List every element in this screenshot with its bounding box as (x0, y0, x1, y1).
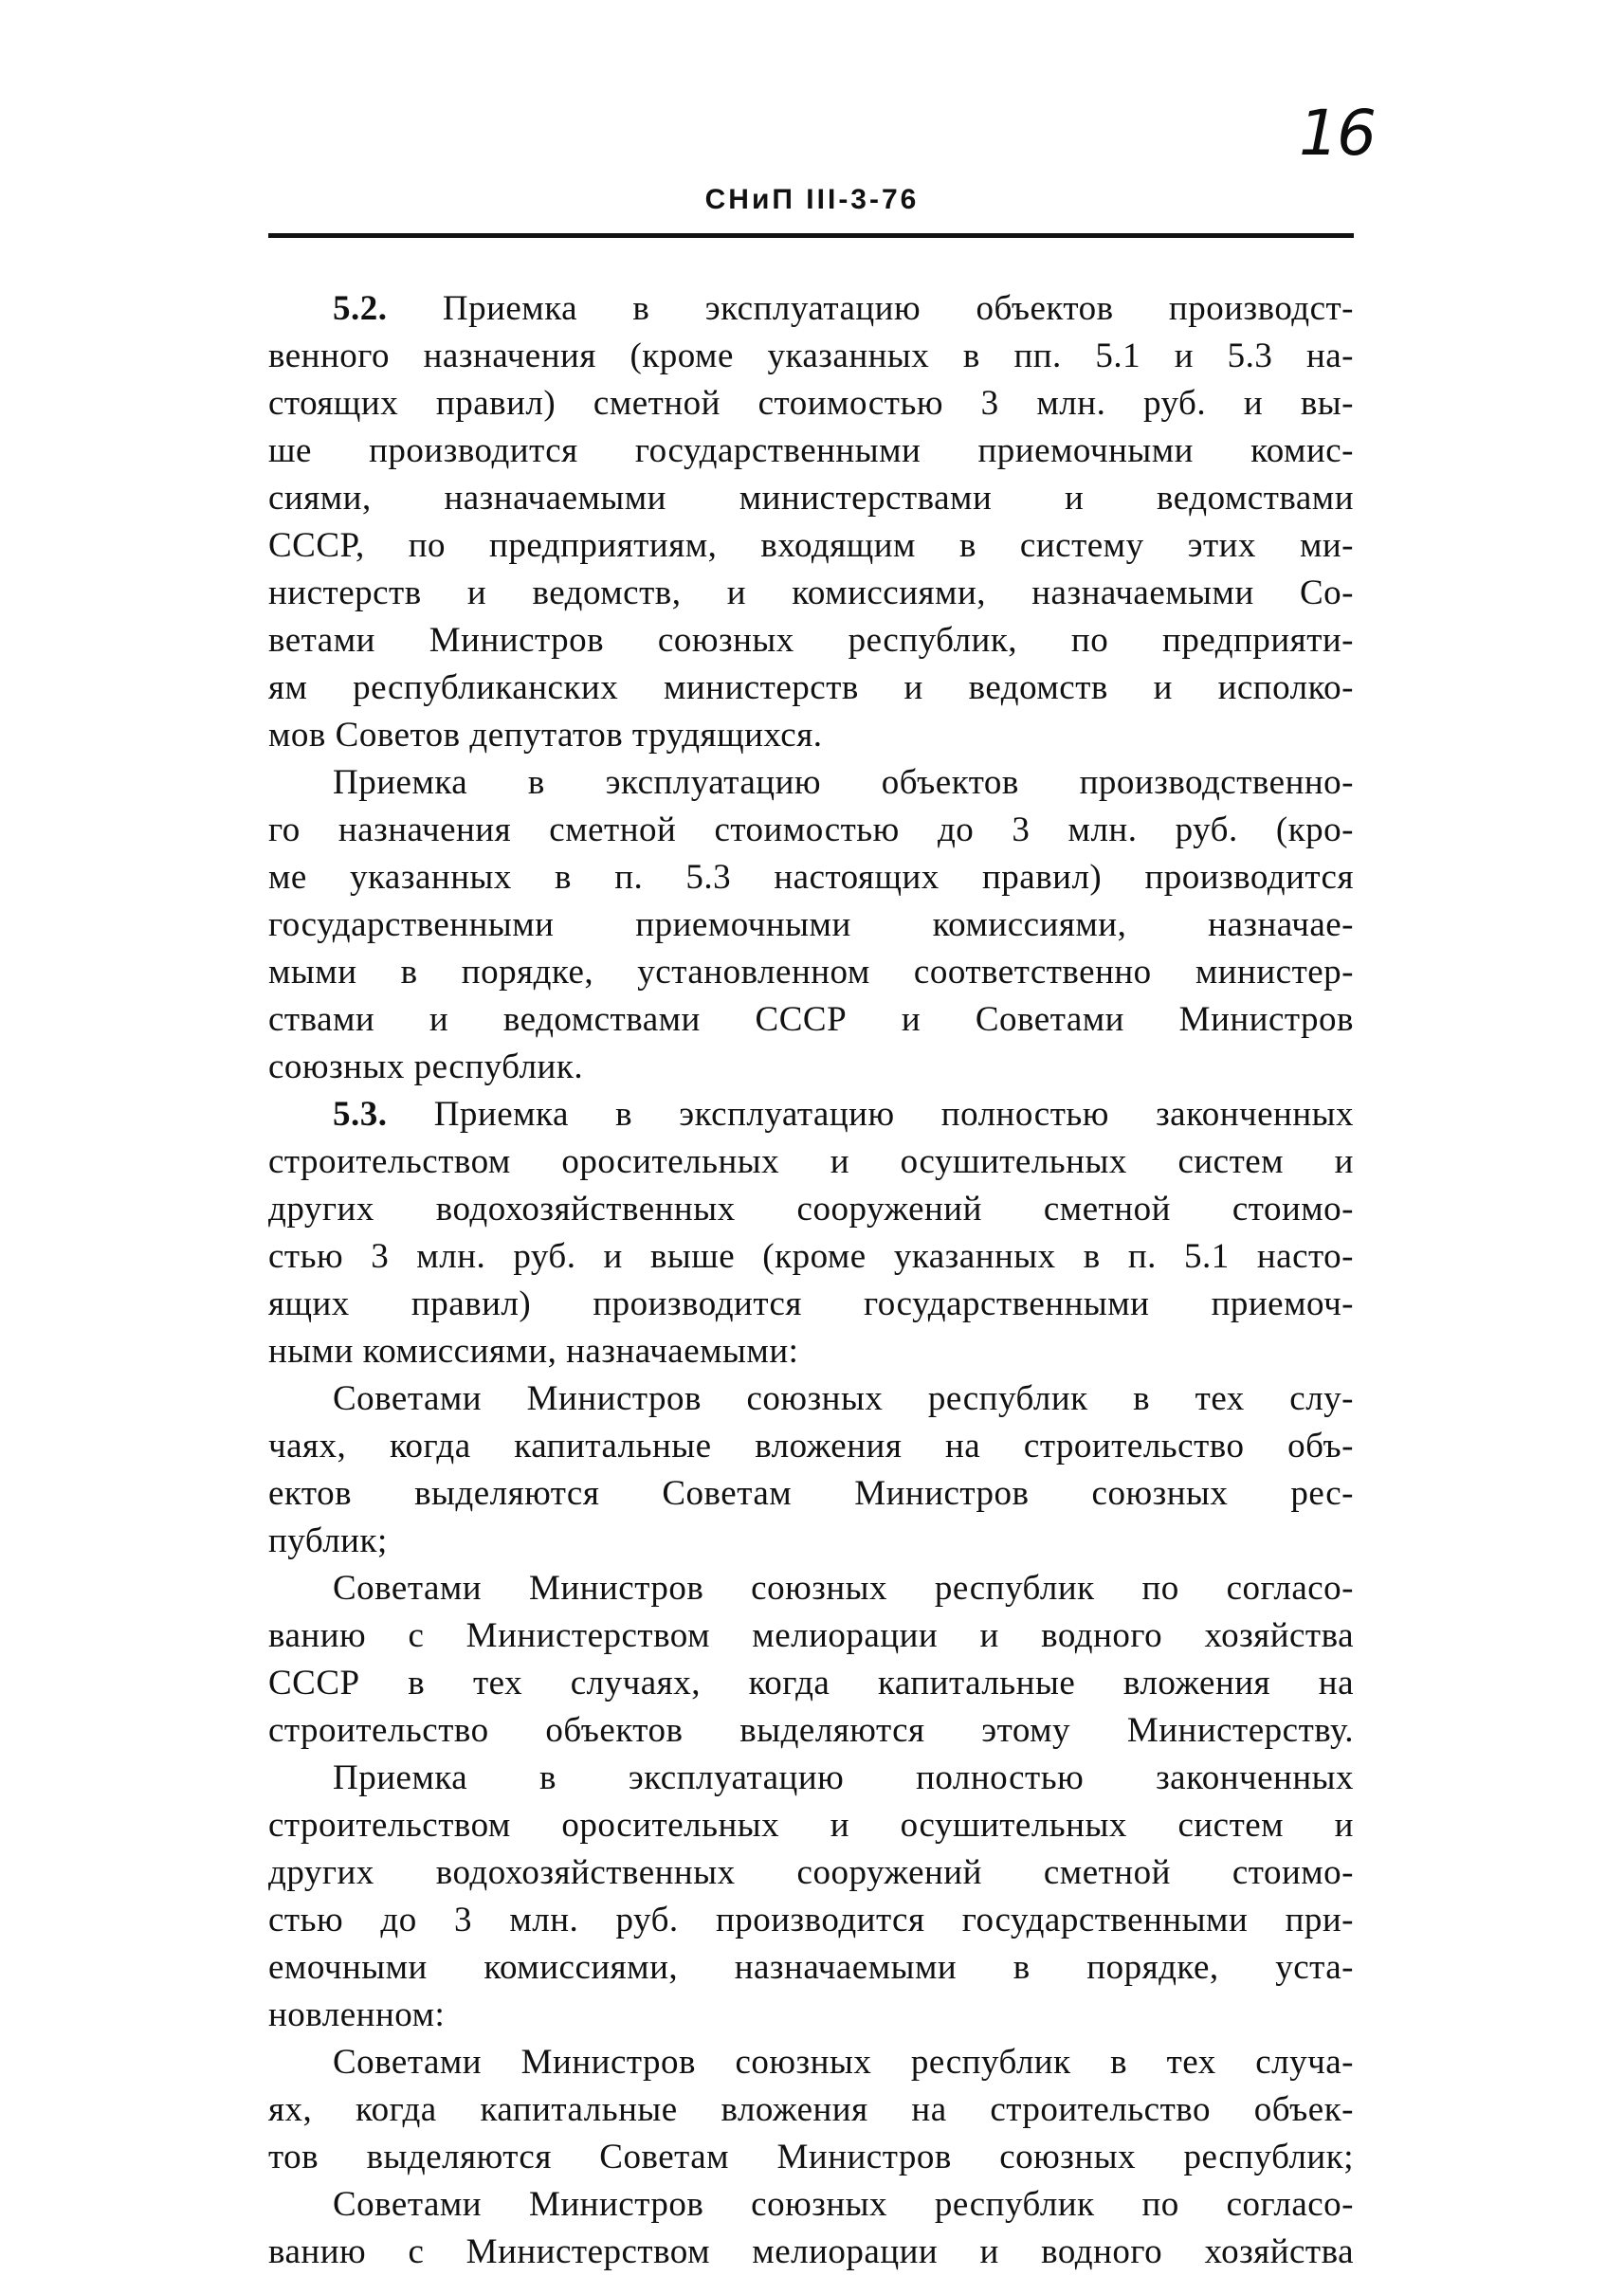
paragraph-5-3 (268, 1091, 1354, 1375)
text-line: 5.2. Приемка в эксплуатацию объектов производст- (333, 289, 1354, 328)
text-line: строительство объектов выделяются этому Министерству. (268, 1711, 1354, 1750)
text-line: ящих правил) производится государственными приемоч- (268, 1284, 1354, 1323)
paragraph-number: 5.3. (333, 1095, 388, 1134)
text-line: других водохозяйственных сооружений сметной стоимо- (268, 1190, 1354, 1229)
text-line: строительством оросительных и осушительных систем и (268, 1806, 1354, 1845)
text-line: ствами и ведомствами СССР и Советами Министров (268, 1000, 1354, 1039)
text-line: других водохозяйственных сооружений сметной стоимо- (268, 1853, 1354, 1892)
text-line: ветами Министров союзных республик, по предприяти- (268, 621, 1354, 660)
text-line: ях, когда капитальные вложения на строительство объек- (268, 2090, 1354, 2129)
text-line: Советами Министров союзных республик в тех слу- (333, 1379, 1354, 1418)
running-header: СНиП III-3-76 (704, 184, 920, 215)
text-line: Советами Министров союзных республик по согласо- (333, 2185, 1354, 2224)
handwritten-page-number: 16 (1299, 97, 1375, 170)
paragraph-number: 5.2. (333, 289, 388, 328)
text-line: Советами Министров союзных республик в тех случа- (333, 2043, 1354, 2082)
paragraph (268, 2039, 1354, 2181)
paragraph-5-2 (268, 285, 1354, 759)
text-line: 5.3. Приемка в эксплуатацию полностью законченных (333, 1095, 1354, 1134)
text-line: ям республиканских министерств и ведомств и исполко- (268, 668, 1354, 707)
paragraph (268, 2181, 1354, 2276)
text-line: ектов выделяются Советам Министров союзных рес- (268, 1474, 1354, 1513)
paragraph (268, 759, 1354, 1091)
text-line: ными комиссиями, назначаемыми: (268, 1332, 799, 1371)
text-line: государственными приемочными комиссиями, назначае- (268, 905, 1354, 944)
text-line: ванию с Министерством мелиорации и водного хозяйства (268, 2232, 1354, 2271)
text-line: ше производится государственными приемочными комис- (268, 431, 1354, 470)
text-line: емочными комиссиями, назначаемыми в порядке, уста- (268, 1948, 1354, 1987)
text-line: СССР в тех случаях, когда капитальные вложения на (268, 1664, 1354, 1702)
text-line: новленном: (268, 1995, 446, 2034)
text-line: мов Советов депутатов трудящихся. (268, 716, 823, 755)
text-line: союзных республик. (268, 1047, 584, 1086)
text-line: нистерств и ведомств, и комиссиями, назначаемыми Со- (268, 574, 1354, 612)
text-line: публик; (268, 1521, 388, 1560)
text-line: тов выделяются Советам Министров союзных республик; (268, 2138, 1354, 2176)
body-text (268, 285, 1354, 2276)
text-line: сиями, назначаемыми министерствами и ведомствами (268, 479, 1354, 518)
paragraph (268, 1375, 1354, 1565)
header-rule (268, 233, 1354, 238)
paragraph (268, 1565, 1354, 1755)
text-line: строительством оросительных и осушительных систем и (268, 1142, 1354, 1181)
paragraph (268, 1755, 1354, 2039)
text-line: мыми в порядке, установленном соответственно министер- (268, 953, 1354, 992)
text-line: СССР, по предприятиям, входящим в систему этих ми- (268, 526, 1354, 565)
text-line: Советами Министров союзных республик по согласо- (333, 1569, 1354, 1608)
text-line: ме указанных в п. 5.3 настоящих правил) производится (268, 858, 1354, 897)
text-line: стоящих правил) сметной стоимостью 3 млн. руб. и вы- (268, 384, 1354, 423)
text-line: ванию с Министерством мелиорации и водного хозяйства (268, 1616, 1354, 1655)
text-line: стью до 3 млн. руб. производится государственными при- (268, 1901, 1354, 1939)
text-line: венного назначения (кроме указанных в пп. 5.1 и 5.3 на- (268, 337, 1354, 375)
text-line: Приемка в эксплуатацию полностью законченных (333, 1758, 1354, 1797)
text-line: чаях, когда капитальные вложения на строительство объ- (268, 1427, 1354, 1466)
text-line: го назначения сметной стоимостью до 3 млн. руб. (кро- (268, 810, 1354, 849)
text-line: Приемка в эксплуатацию объектов производственно- (333, 763, 1354, 802)
text-line: стью 3 млн. руб. и выше (кроме указанных в п. 5.1 насто- (268, 1237, 1354, 1276)
